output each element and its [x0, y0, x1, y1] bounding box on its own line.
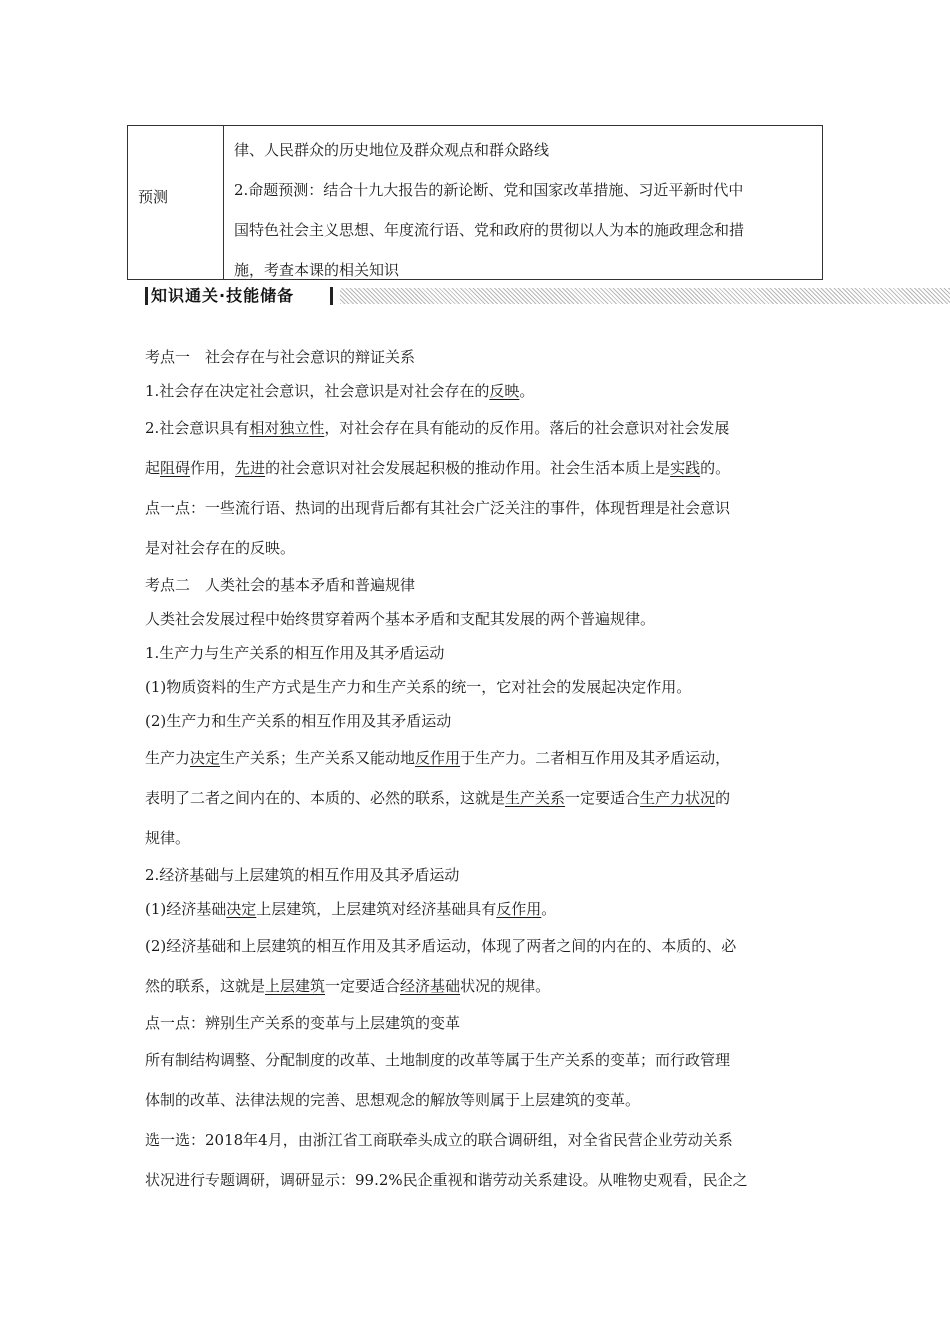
paragraph: 然的联系，这就是上层建筑一定要适合经济基础状况的规律。 [145, 977, 551, 995]
paragraph: (1)物质资料的生产方式是生产力和生产关系的统一，它对社会的发展起决定作用。 [145, 678, 692, 696]
body-text [145, 340, 815, 1200]
underlined-term: 先进 [235, 459, 266, 477]
section-banner [145, 284, 820, 308]
subheading: 2.经济基础与上层建筑的相互作用及其矛盾运动 [145, 866, 460, 884]
paragraph: 表明了二者之间内在的、本质的、必然的联系，这就是生产关系一定要适合生产力状况的 [145, 789, 731, 807]
tip-line: 是对社会存在的反映。 [145, 539, 296, 557]
underlined-term: 上层建筑 [265, 977, 326, 995]
paragraph: 体制的改革、法律法规的完善、思想观念的解放等则属于上层建筑的变革。 [145, 1091, 641, 1109]
underlined-term: 实践 [670, 459, 701, 477]
heading-kaodian-1: 考点一 社会存在与社会意识的辩证关系 [145, 348, 416, 366]
underlined-term: 相对独立性 [249, 419, 325, 437]
table-line: 律、人民群众的历史地位及群众观点和群众路线 [234, 141, 550, 159]
paragraph: 1.社会存在决定社会意识，社会意识是对社会存在的反映。 [145, 382, 535, 400]
table-row-label: 预测 [138, 188, 169, 206]
underlined-term: 生产力状况 [640, 789, 716, 807]
paragraph: (1)经济基础决定上层建筑，上层建筑对经济基础具有反作用。 [145, 900, 557, 918]
underlined-term: 反映 [489, 382, 520, 400]
underlined-term: 阻碍 [160, 459, 191, 477]
table-line: 施，考查本课的相关知识 [234, 261, 400, 279]
underlined-term: 生产关系 [505, 789, 566, 807]
paragraph: 2.社会意识具有相对独立性，对社会存在具有能动的反作用。落后的社会意识对社会发展 [145, 419, 730, 437]
paragraph: 生产力决定生产关系；生产关系又能动地反作用于生产力。二者相互作用及其矛盾运动， [145, 749, 731, 767]
section-title: 知识通关·技能储备 [151, 286, 295, 305]
table-cell [234, 130, 814, 290]
underlined-term: 决定 [190, 749, 221, 767]
table-divider [223, 126, 224, 279]
banner-bar-right [330, 287, 333, 305]
paragraph: 所有制结构调整、分配制度的改革、土地制度的改革等属于生产关系的变革；而行政管理 [145, 1051, 731, 1069]
exercise-line: 选一选：2018年4月，由浙江省工商联牵头成立的联合调研组，对全省民营企业劳动关系 [145, 1131, 733, 1149]
paragraph: (2)生产力和生产关系的相互作用及其矛盾运动 [145, 712, 452, 730]
heading-kaodian-2: 考点二 人类社会的基本矛盾和普遍规律 [145, 576, 416, 594]
underlined-term: 决定 [226, 900, 257, 918]
underlined-term: 经济基础 [400, 977, 461, 995]
paragraph: 起阻碍作用，先进的社会意识对社会发展起积极的推动作用。社会生活本质上是实践的。 [145, 459, 731, 477]
paragraph: 人类社会发展过程中始终贯穿着两个基本矛盾和支配其发展的两个普遍规律。 [145, 610, 656, 628]
forecast-table [127, 125, 823, 280]
table-line: 国特色社会主义思想、年度流行语、党和政府的贯彻以人为本的施政理念和措 [234, 221, 745, 239]
paragraph: 规律。 [145, 829, 191, 847]
tip-line: 点一点：一些流行语、热词的出现背后都有其社会广泛关注的事件，体现哲理是社会意识 [145, 499, 731, 517]
banner-bar-left [145, 287, 148, 305]
tip-heading: 点一点：辨别生产关系的变革与上层建筑的变革 [145, 1014, 461, 1032]
subheading: 1.生产力与生产关系的相互作用及其矛盾运动 [145, 644, 445, 662]
paragraph: (2)经济基础和上层建筑的相互作用及其矛盾运动，体现了两者之间的内在的、本质的、必 [145, 937, 737, 955]
underlined-term: 反作用 [415, 749, 461, 767]
underlined-term: 反作用 [496, 900, 542, 918]
exercise-line: 状况进行专题调研，调研显示：99.2%民企重视和谐劳动关系建设。从唯物史观看，民企之 [145, 1171, 748, 1189]
table-line: 2.命题预测：结合十九大报告的新论断、党和国家改革措施、习近平新时代中 [234, 181, 744, 199]
banner-pattern [340, 288, 950, 304]
